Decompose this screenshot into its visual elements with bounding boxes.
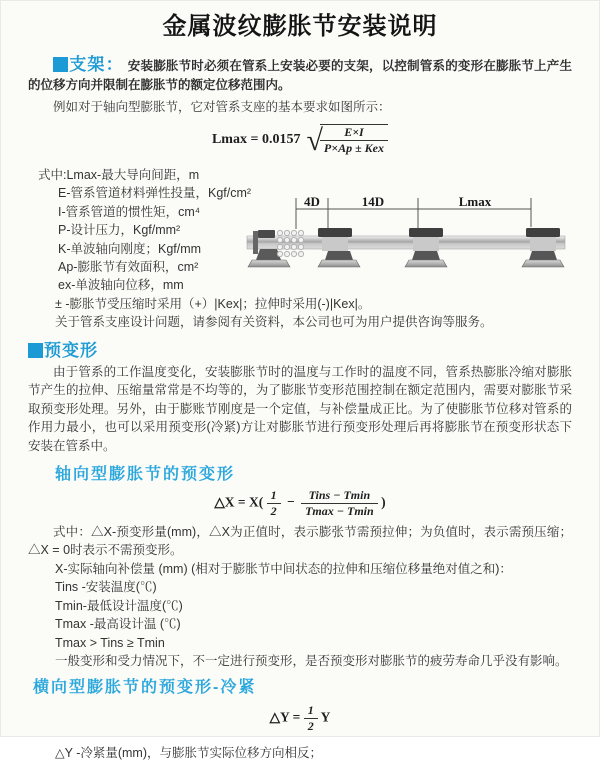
predeform-section-heading-row	[28, 341, 572, 361]
formula3-half-den: 2	[307, 718, 314, 733]
support-section-heading: 支架：	[69, 55, 124, 74]
guide-spacing-formula	[0, 123, 600, 159]
definition-line: ± -膨胀节受压缩时采用（+）|Kex|；拉伸时采用(-)|Kex|。	[55, 296, 371, 311]
formula2-half-num: 1	[267, 488, 281, 504]
definition-line: 式中:Lmax-最大导向间距，m	[38, 168, 200, 182]
axial-explain-line: 式中：△X-预变形量(mm)，△X为正值时，表示膨张节需预拉伸；为负值时，表示需预压缩；△X = 0时表示不需预变形。	[28, 524, 572, 558]
axial-item: Tmax -最高设计温 (℃)	[55, 617, 181, 632]
formula2-pre: △X = X(	[214, 494, 264, 510]
axial-item: Tins -安装温度(℃)	[55, 580, 157, 595]
formula2-numerator: Tins − Tmin	[301, 488, 378, 504]
formula3-post: Y	[320, 709, 331, 725]
page-title: 金属波纹膨胀节安装说明	[162, 13, 438, 40]
axial-item: X-实际轴向补偿量 (mm) (相对于膨胀节中间状态的拉伸和压缩位移量绝对值之和)：	[55, 561, 512, 576]
lateral-note-line: △Y -冷紧量(mm)，与膨胀节实际位移方向相反；	[55, 745, 323, 760]
section-square-icon	[28, 343, 43, 358]
dim-label-4d: 4D	[304, 194, 320, 209]
formula2-minus: −	[287, 494, 295, 510]
formula1-lhs: Lmax = 0.0157	[211, 132, 301, 148]
axial-items-list	[55, 560, 572, 671]
sqrt-radical-icon: √	[306, 124, 323, 157]
definition-line: Ap-膨胀节有效面积，cm²	[58, 260, 199, 275]
definition-line: I-管系管道的惯性矩，cm⁴	[58, 204, 201, 219]
definition-line: ex-单波轴向位移，mm	[58, 278, 184, 293]
section-square-icon	[53, 57, 68, 72]
formula2-denominator: Tmax − Tmin	[305, 503, 374, 518]
formula3-pre: △Y =	[269, 709, 301, 725]
definition-line: E-管系管道材料弹性投量，Kgf/cm²	[58, 186, 252, 201]
definition-line: K-单波轴向刚度；Kgf/mm	[58, 241, 202, 256]
axial-item: Tmax > Tins ≥ Tmin	[55, 635, 165, 650]
formula1-numerator: E×I	[320, 125, 388, 141]
pipe-support-diagram-svg	[243, 195, 575, 283]
predeform-section-heading: 预变形	[44, 340, 98, 360]
lateral-coldpull-formula	[0, 703, 600, 731]
axial-subheading: 轴向型膨胀节的预变形	[55, 465, 236, 483]
axial-item: Tmin-最低设计温度(℃)	[55, 598, 183, 613]
formula2-half-den: 2	[270, 503, 277, 518]
lateral-subheading: 横向型膨胀节的预变形-冷紧	[33, 678, 257, 696]
axial-predeform-formula	[0, 488, 600, 518]
dim-label-lmax: Lmax	[458, 194, 492, 209]
dim-label-14d: 14D	[361, 194, 385, 209]
support-intro-text: 安装膨胀节时必须在管系上安装必要的支架，以控制管系的变形在膨胀节上产生的位移方向并限制在膨胀节的额定位移范围内。	[28, 59, 572, 92]
axial-item: 一般变形和受力情况下，不一定进行预变形，是否预变形对膨胀节的疲劳寿命几乎没有影响。	[55, 654, 568, 669]
formula2-post: )	[381, 494, 386, 510]
pipe-support-diagram	[243, 195, 575, 283]
formula1-denominator: P×Ap ± Kex	[323, 141, 385, 155]
support-section-intro	[28, 55, 572, 95]
predeform-paragraph: 由于管系的工作温度变化，安装膨胀节时的温度与工作时的温度不同，管系热膨胀冷缩对膨胀节产生的拉伸、压缩量常常是不均等的，为了膨胀节变形范围控制在额定范围内，需要对膨胀节采取预变形处理。另外，由于膨账节刚度是一个定值，与补偿量成正比。为了使膨胀节位移对管系的作用力最小，也可以采用预变形(冷紧)方让对膨胀节进行预变形处理后再将膨胀节在预变形状态下安装在管系中。	[28, 364, 572, 454]
support-example-line: 例如对于轴向型膨胀节，它对管系支座的基本要求如图所示：	[53, 100, 391, 114]
formula3-half-num: 1	[304, 703, 318, 719]
definition-line: P-设计压力，Kgf/mm²	[58, 223, 181, 238]
definition-line: 关于管系支座设计问题，请参阅有关资料，本公司也可为用户提供咨询等服务。	[55, 315, 493, 330]
